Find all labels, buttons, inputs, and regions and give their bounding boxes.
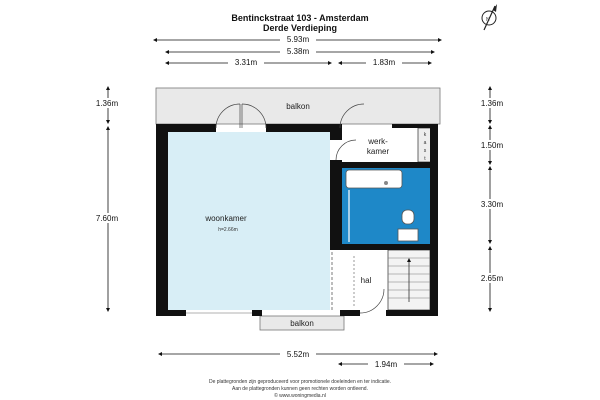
compass-label: N xyxy=(486,17,490,23)
svg-text:7.60m: 7.60m xyxy=(95,214,119,223)
svg-text:k: k xyxy=(423,132,427,138)
svg-text:t: t xyxy=(424,156,426,162)
svg-text:3.31m: 3.31m xyxy=(234,58,258,67)
dimension-left-balcony xyxy=(90,88,124,122)
toilet xyxy=(402,210,414,224)
dimension-right-hal xyxy=(474,248,510,310)
svg-text:5.38m: 5.38m xyxy=(286,47,310,56)
study-room-label-1: werk- xyxy=(368,137,388,146)
plan-title-floor: Derde Verdieping xyxy=(262,23,338,33)
dimension-top-right xyxy=(340,57,430,67)
compass-icon xyxy=(482,4,497,30)
balcony-top xyxy=(156,88,440,124)
study-room-label-2: kamer xyxy=(366,147,390,156)
svg-text:a: a xyxy=(423,140,427,146)
living-room-area xyxy=(168,132,330,310)
living-room-height: h=2.66m xyxy=(218,227,238,233)
svg-text:1.50m: 1.50m xyxy=(480,141,504,150)
bathtub xyxy=(346,170,402,188)
dimension-bottom-total xyxy=(160,349,436,359)
hall-label: hal xyxy=(360,276,372,285)
dimension-left-main xyxy=(90,128,124,310)
svg-text:2.65m: 2.65m xyxy=(480,274,504,283)
svg-text:1.36m: 1.36m xyxy=(480,99,504,108)
bathtub-drain xyxy=(384,181,388,185)
balcony-top-label: balkon xyxy=(286,102,310,111)
dimension-bottom-right xyxy=(340,359,432,369)
staircase xyxy=(388,250,430,310)
dimension-right-balcony xyxy=(474,88,510,122)
dimension-right-bathroom xyxy=(474,168,510,242)
dimension-right-werkkamer xyxy=(474,127,510,163)
svg-text:5.93m: 5.93m xyxy=(286,35,310,44)
plan-title-address: Bentinckstraat 103 - Amsterdam xyxy=(231,13,369,23)
footer-copyright: © www.woningmedia.nl xyxy=(274,393,326,399)
dimension-top-total xyxy=(155,34,440,44)
svg-text:1.94m: 1.94m xyxy=(374,360,398,369)
svg-text:s: s xyxy=(423,148,427,154)
svg-text:5.52m: 5.52m xyxy=(286,350,310,359)
svg-text:1.83m: 1.83m xyxy=(372,58,396,67)
svg-text:3.30m: 3.30m xyxy=(480,200,504,209)
sink xyxy=(398,229,418,241)
dimension-top-left xyxy=(167,57,330,67)
footer-disclaimer-2: Aan de plattegronden kunnen geen rechten worden ontleend. xyxy=(232,386,368,392)
svg-text:1.36m: 1.36m xyxy=(95,99,119,108)
balcony-bottom-label: balkon xyxy=(290,319,314,328)
dimension-top-inner xyxy=(167,46,433,56)
footer-disclaimer-1: De plattegronden zijn geproduceerd voor promotionele doeleinden en ter indicatie. xyxy=(208,379,392,385)
balcony-bottom xyxy=(260,316,344,330)
living-room-label: woonkamer xyxy=(205,214,247,223)
